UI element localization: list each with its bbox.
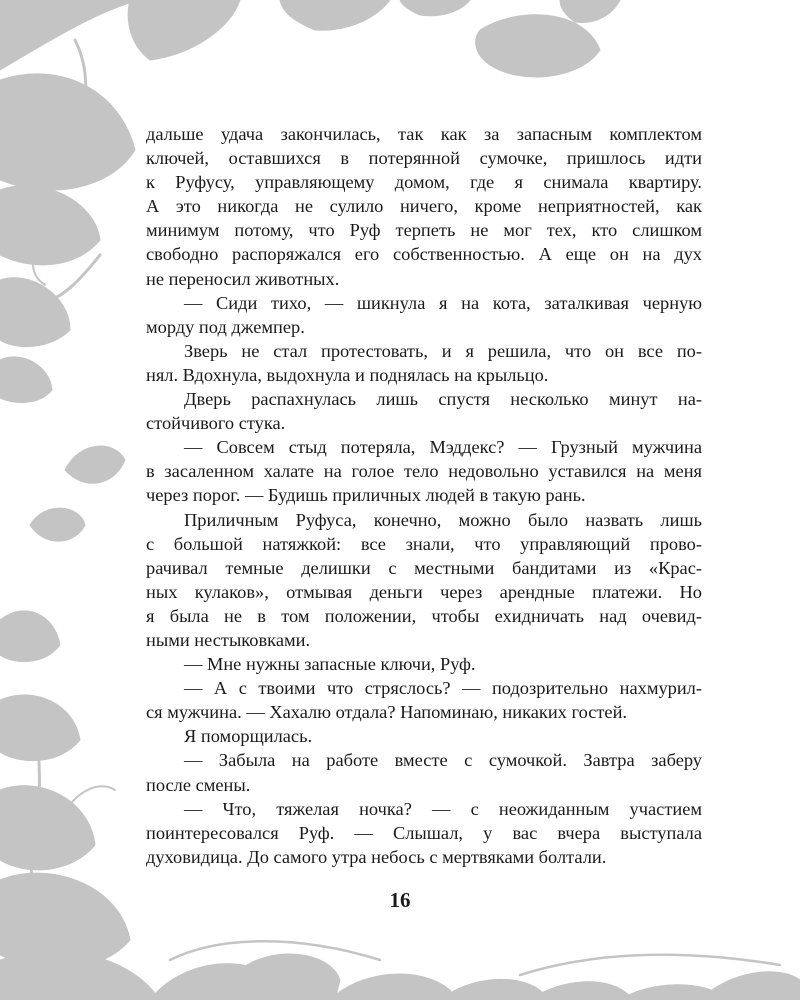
text-line: Приличным Руфуса, конечно, можно было назвать лишь: [184, 509, 702, 530]
text-line: ных кулаков», отмывая деньги через арендные платежи. Но: [146, 581, 702, 602]
text-line: я была не в том положении, чтобы ехидничать над очевид-: [146, 605, 702, 626]
page-number: 16: [389, 888, 411, 912]
text-line: А это никогда не сулило ничего, кроме неприятностей, как: [146, 196, 702, 217]
text-line: — Что, тяжелая ночка? — с неожиданным участием: [184, 798, 702, 819]
text-line: Я поморщилась.: [184, 726, 313, 747]
text-line: ключей, оставшихся в потерянной сумочке, пришлось идти: [146, 148, 702, 169]
paragraph: [146, 652, 702, 676]
paragraph: [146, 748, 702, 796]
text-line: ными нестыковками.: [146, 629, 311, 650]
paragraph: [146, 435, 702, 507]
text-line: — Совсем стыд потеряла, Мэддекс? — Грузный мужчина: [184, 437, 702, 458]
text-line: к Руфусу, управляющему домом, где я снимала квартиру.: [146, 172, 702, 193]
text-line: стойчивого стука.: [146, 413, 286, 434]
text-line: не переносил животных.: [146, 268, 340, 289]
text-line: — Забыла на работе вместе с сумочкой. Завтра заберу: [184, 750, 702, 771]
paragraph: [146, 122, 702, 291]
text-line: Зверь не стал протестовать, и я решила, что он все по-: [184, 340, 702, 361]
paragraph: [146, 291, 702, 339]
text-line: дальше удача закончилась, так как за запасным комплектом: [146, 124, 702, 144]
text-line: после смены.: [146, 774, 251, 795]
paragraph: [146, 676, 702, 724]
text-line: в засаленном халате на голое тело недовольно уставился на меня: [146, 461, 702, 482]
text-line: поинтересовался Руф. — Слышал, у вас вчера выступала: [146, 822, 702, 843]
text-line: через порог. — Будишь приличных людей в такую рань.: [146, 485, 586, 506]
text-line: Дверь распахнулась лишь спустя несколько минут на-: [184, 389, 702, 410]
paragraph: [146, 508, 702, 653]
text-line: духовидица. До самого утра небось с мертвяками болтали.: [146, 846, 607, 867]
text-line: — Мне нужны запасные ключи, Руф.: [184, 654, 476, 675]
text-line: — А с твоими что стряслось? — подозрительно нахмурил-: [184, 678, 702, 699]
text-line: — Сиди тихо, — шикнула я на кота, заталкивая черную: [184, 292, 702, 313]
paragraph: [146, 797, 702, 869]
page-body-text: [146, 122, 702, 869]
paragraph: [146, 387, 702, 435]
text-line: с большой натяжкой: все знали, что управляющий прово-: [146, 533, 702, 554]
text-line: нял. Вдохнула, выдохнула и поднялась на крыльцо.: [146, 364, 549, 385]
text-line: свободно распоряжался его собственностью. А еще он на дух: [146, 244, 702, 265]
text-line: рачивал темные делишки с местными бандитами из «Крас-: [146, 557, 702, 578]
paragraph: [146, 339, 702, 387]
paragraph: [146, 724, 702, 748]
text-line: ся мужчина. — Хахалю отдала? Напоминаю, никаких гостей.: [146, 702, 628, 723]
text-line: морду под джемпер.: [146, 316, 305, 337]
text-line: минимум потому, что Руф терпеть не мог тех, кто слишком: [146, 220, 702, 241]
